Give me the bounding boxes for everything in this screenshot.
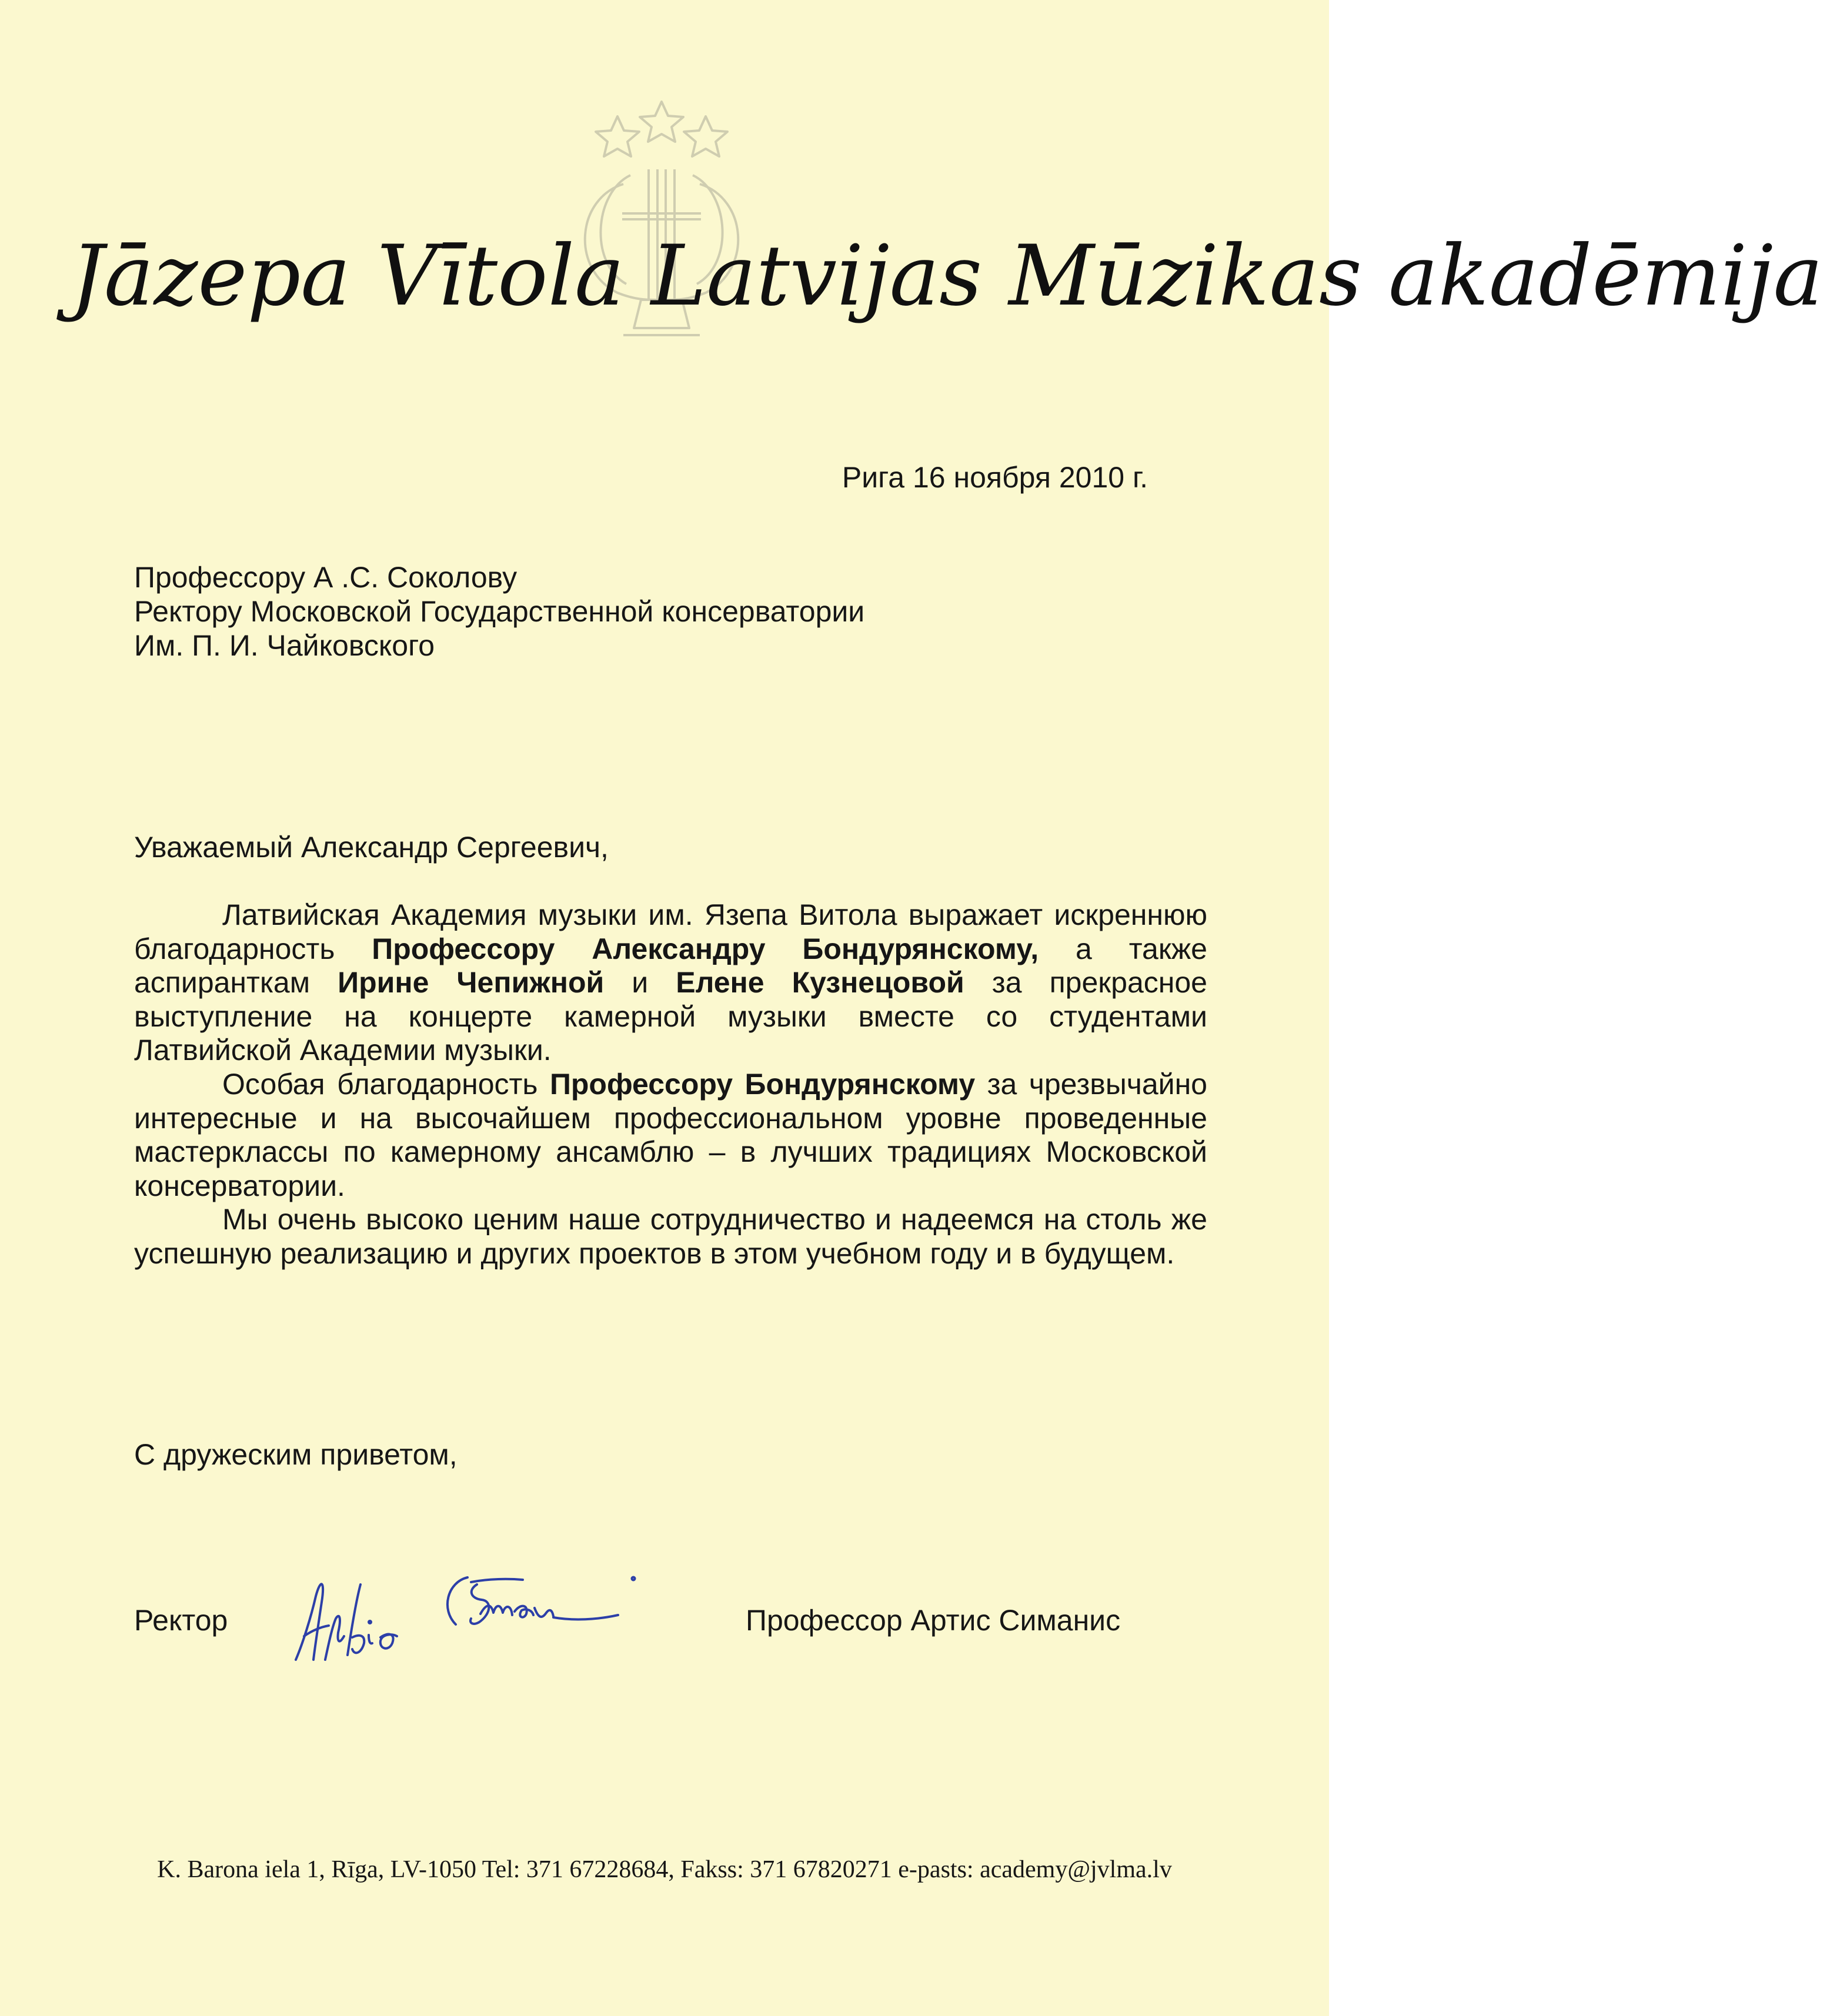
footer-contact-line: K. Barona iela 1, Rīga, LV-1050 Tel: 371 67228684, Fakss: 371 67820271 e-pasts: academy@jvlma.lv xyxy=(157,1856,1172,1883)
institution-name: Jāzepa Vītola Latvijas Mūzikas akadēmija xyxy=(71,228,1823,325)
body-paragraph xyxy=(134,898,1207,1068)
addressee-line: Им. П. И. Чайковского xyxy=(134,629,435,662)
date-line: Рига 16 ноября 2010 г. xyxy=(842,461,1148,494)
paragraph-text: за чрезвычайно интересные и на высочайшем профессиональном уровне проведенные мастерклассы по камерному ансамблю – в лучших традициях Московской консерватории. xyxy=(134,1067,1207,1202)
highlighted-name: Профессору Бондурянскому xyxy=(549,1067,976,1101)
signatory-name: Профессор Артис Симанис xyxy=(746,1604,1121,1637)
paragraph-text: а также аспиранткам xyxy=(134,932,1207,999)
addressee-block xyxy=(134,560,864,663)
salutation: Уважаемый Александр Сергеевич, xyxy=(134,831,609,864)
paragraph-text: и xyxy=(604,966,676,999)
paragraph-text: Латвийская Академия музыки им. Язепа Витола выражает искреннюю благодарность xyxy=(134,898,1207,965)
paragraph-text: Особая благодарность xyxy=(222,1067,550,1101)
paragraph-text: Мы очень высоко ценим наше сотрудничество и надеемся на столь же успешную реализацию и других проектов в этом учебном году и в будущем. xyxy=(134,1203,1207,1270)
highlighted-name: Ирине Чепижной xyxy=(338,966,605,999)
highlighted-name: Профессору Александру Бондурянскому, xyxy=(372,932,1039,965)
closing-line: С дружеским приветом, xyxy=(134,1438,458,1471)
addressee-line: Профессору А .С. Соколову xyxy=(134,561,517,594)
signatory-role: Ректор xyxy=(134,1604,228,1637)
highlighted-name: Елене Кузнецовой xyxy=(676,966,964,999)
handwritten-signature xyxy=(291,1561,656,1667)
body-paragraph xyxy=(134,1203,1207,1271)
letter-body xyxy=(134,898,1207,1271)
addressee-line: Ректору Московской Государственной консерватории xyxy=(134,595,865,628)
paragraph-text: за прекрасное выступление на концерте камерной музыки вместе со студентами Латвийской Академии музыки. xyxy=(134,966,1207,1067)
body-paragraph xyxy=(134,1068,1207,1203)
